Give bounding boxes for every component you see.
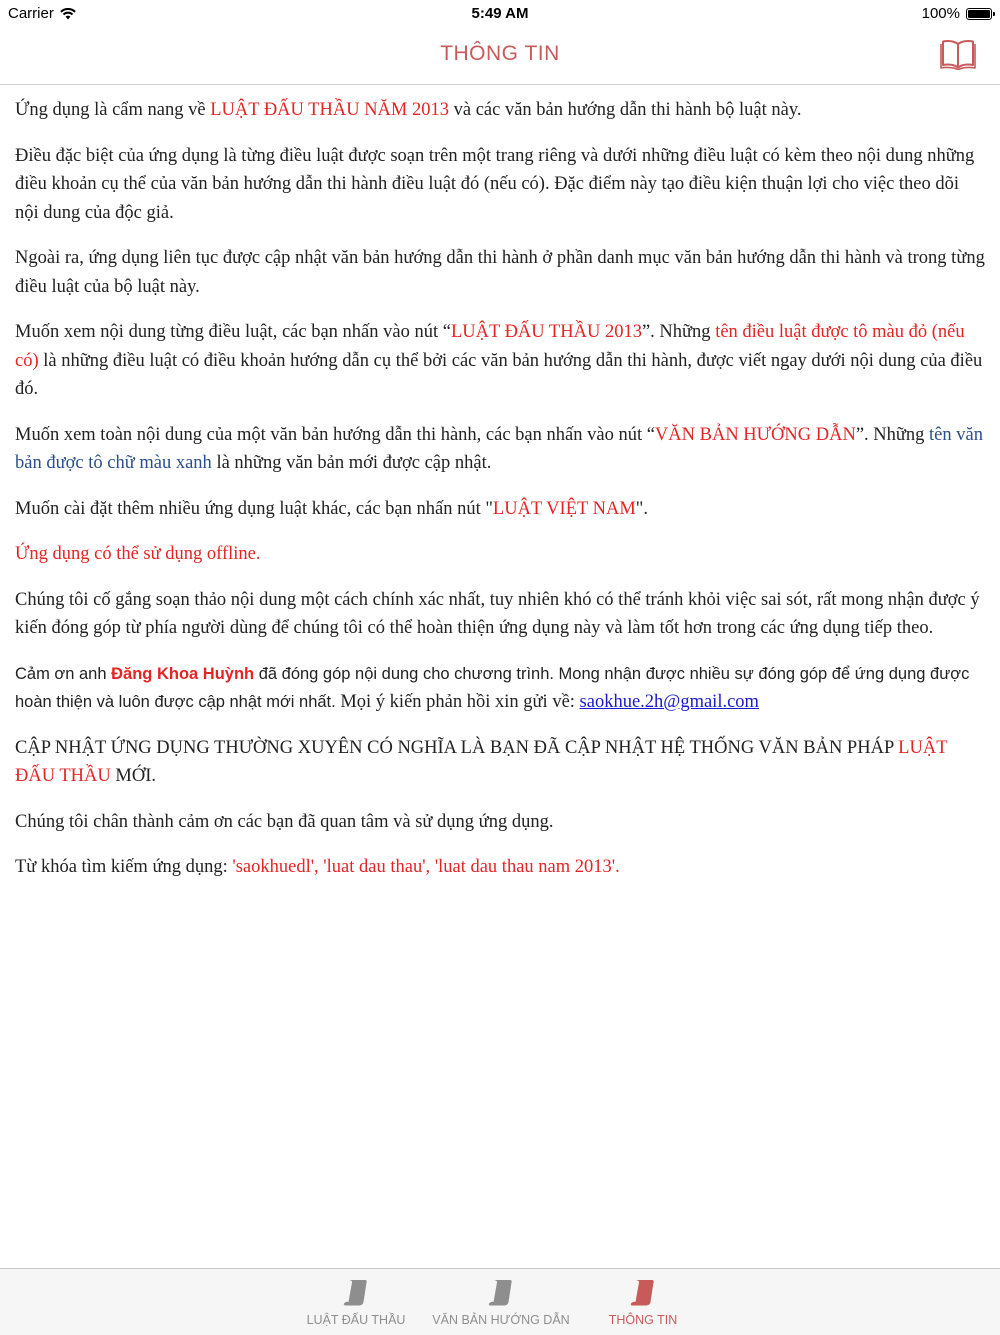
highlight-red-note: tên điều luật được tô màu đỏ (nếu có) [15,322,965,371]
battery-indicator [922,5,992,22]
paragraph-updates: Ngoài ra, ứng dụng liên tục được cập nhật văn bản hướng dẫn thi hành ở phần danh mục văn bản hướng dẫn thi hành và trong từng điều luật của bộ luật này. [15,248,985,297]
clock: 5:49 AM [471,5,529,22]
text-span: Ứng dụng là cẩm nang về [15,100,211,120]
text-span: Cảm ơn anh [15,664,112,683]
email-link[interactable]: saokhue.2h@gmail.com [579,692,759,712]
battery-icon [966,8,992,20]
text-span: Muốn cài đặt thêm nhiều ứng dụng luật khác, các bạn nhấn nút " [15,498,493,519]
book-icon [940,38,976,70]
paragraph-view-guide [15,421,985,478]
tab-thong-tin[interactable] [573,1275,713,1327]
text-span: ”. Những [641,322,716,342]
highlight-law-button-name: LUẬT ĐẤU THẦU 2013 [450,322,642,342]
paragraph-update-notice [15,734,985,791]
text-span: Mọi ý kiến phản hồi xin gửi về: [335,692,580,712]
navigation-bar [0,28,1000,85]
tab-luat-dau-thau[interactable] [286,1275,426,1327]
info-scroll-icon [626,1275,660,1309]
text-span: Muốn xem nội dung từng điều luật, các bạn nhấn vào nút “ [15,322,451,342]
paragraph-keywords [15,853,985,882]
tab-van-ban-huong-dan[interactable] [431,1275,571,1327]
paragraph-thanks-contributor [15,660,985,717]
paragraph-intro [15,96,985,125]
info-content [15,96,985,899]
paragraph-install-more [15,495,985,524]
text-span: Từ khóa tìm kiếm ứng dụng: [15,857,233,877]
battery-percent: 100% [921,5,960,22]
tab-bar [0,1268,1000,1335]
text-span: CẬP NHẬT ỨNG DỤNG THƯỜNG XUYÊN CÓ NGHĨA LÀ BẠN ĐÃ CẬP NHẬT HỆ THỐNG VĂN BẢN PHÁP [15,737,899,758]
tab-label: LUẬT ĐẤU THẦU [306,1313,406,1327]
text-span: đã đóng góp nội dung cho chương trình. Mong nhận được nhiều sự đóng góp để ứng dụng được hoàn thiện và luôn được cập nhật mới nhất. [15,664,970,711]
text-span: ”. Những [855,424,930,445]
highlight-blue-note: tên văn bản được tô chữ màu xanh [15,424,983,473]
paragraph-view-law [15,318,985,404]
guide-doc-icon [484,1275,518,1309]
tab-label: VĂN BẢN HƯỚNG DẪN [432,1313,570,1327]
contributor-name: Đăng Khoa Huỳnh [111,664,255,683]
paragraph-feature: Điều đặc biệt của ứng dụng là từng điều luật được soạn trên một trang riêng và dưới những điều luật có kèm theo nội dung những điều khoản cụ thể của văn bản hướng dẫn thi hành điều luật đó (nếu có). Đặc điểm này tạo điều kiện thuận lợi cho việc theo dõi nội dung của độc giả. [15,145,975,223]
text-span: MỚI. [110,766,156,786]
highlight-law-title: LUẬT ĐẤU THẦU NĂM 2013 [210,100,449,120]
tab-label: THÔNG TIN [608,1313,678,1327]
paragraph-gratitude: Chúng tôi chân thành cảm ơn các bạn đã quan tâm và sử dụng ứng dụng. [15,811,554,832]
text-span: là những văn bản mới được cập nhật. [211,453,492,473]
status-bar [0,0,1000,28]
paragraph-feedback-request: Chúng tôi cố gắng soạn thảo nội dung một cách chính xác nhất, tuy nhiên khó có thể tránh khỏi việc sai sót, rất mong nhận được ý kiến đóng góp từ phía người dùng để chúng tôi có thể hoàn thiện ứng dụng này và làm tốt hơn trong các ứng dụng tiếp theo. [15,589,980,638]
highlight-law-name: LUẬT ĐẤU THẦU [15,737,948,786]
text-span: và các văn bản hướng dẫn thi hành bộ luật này. [449,100,802,120]
book-button[interactable] [940,38,976,70]
search-keywords: 'saokhuedl', 'luat dau thau', 'luat dau thau nam 2013'. [232,857,620,877]
paragraph-offline: Ứng dụng có thể sử dụng offline. [15,544,261,564]
law-book-icon [339,1275,373,1309]
text-span: Muốn xem toàn nội dung của một văn bản hướng dẫn thi hành, các bạn nhấn vào nút “ [15,424,655,445]
text-span: ". [635,498,648,519]
highlight-vn-law: LUẬT VIỆT NAM [492,498,636,519]
page-title: THÔNG TIN [440,42,560,65]
carrier-label: Carrier [8,5,54,22]
highlight-guide-button-name: VĂN BẢN HƯỚNG DẪN [654,424,856,445]
text-span: là những điều luật có điều khoản hướng dẫn cụ thể bởi các văn bản hướng dẫn thi hành, được viết ngay dưới nội dung của điều đó. [15,350,983,399]
